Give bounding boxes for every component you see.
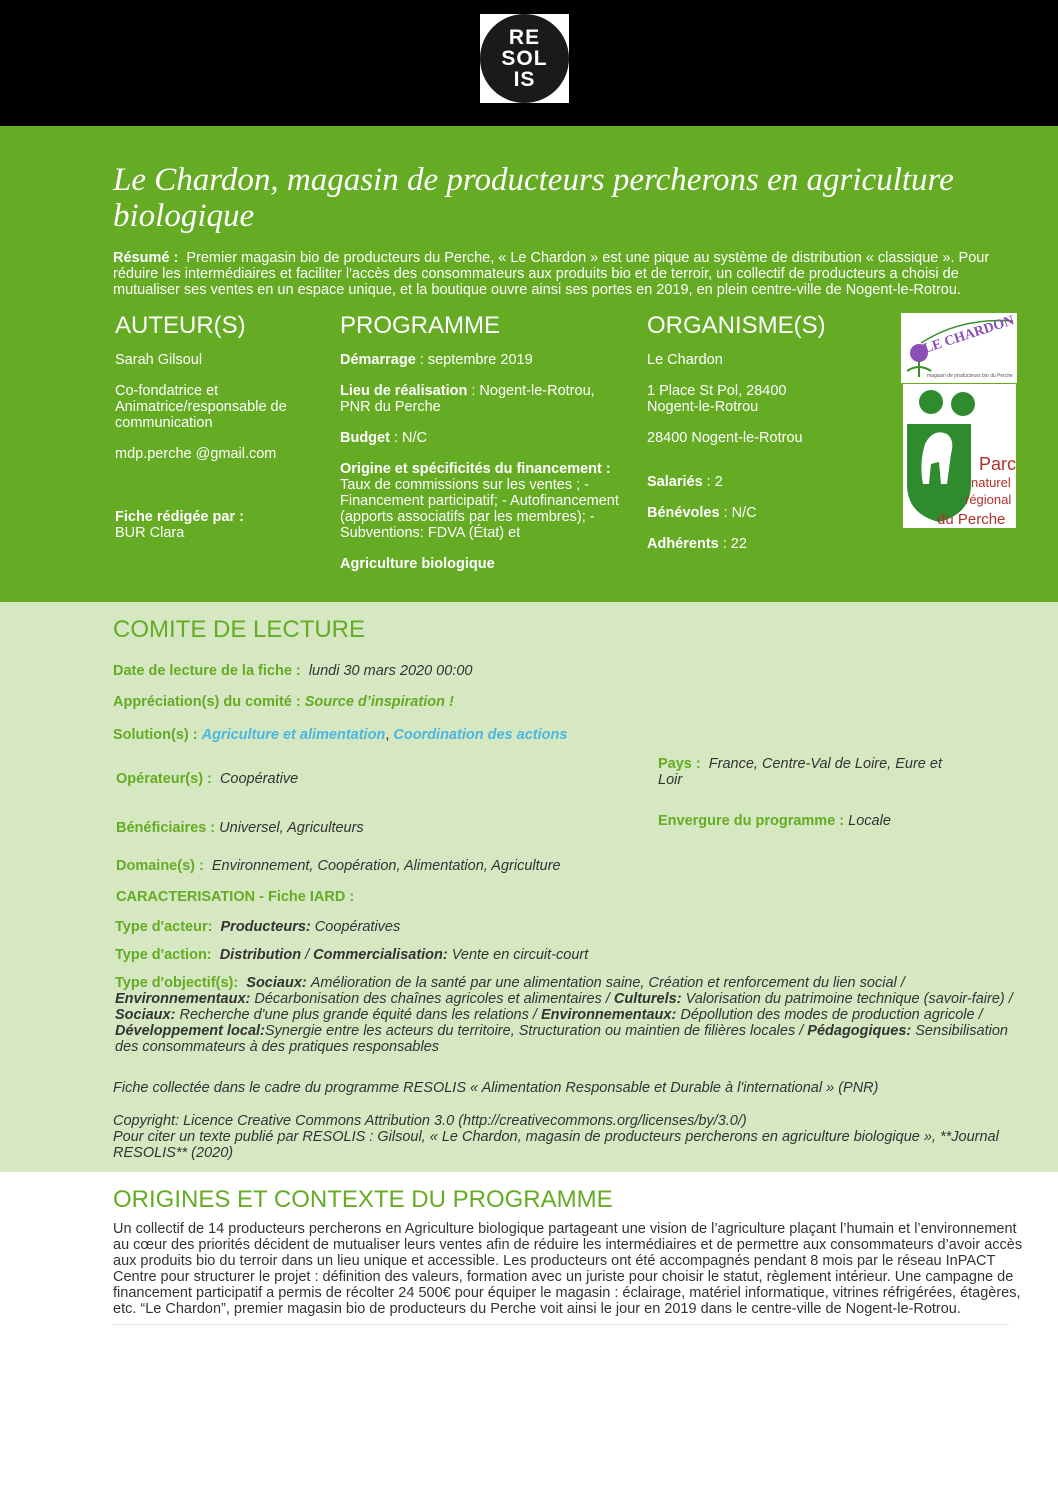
ta-bold: Producteurs: — [220, 919, 311, 935]
parc-horse-icon — [903, 384, 1016, 528]
citation-text: Pour citer un texte publié par RESOLIS : Gilsoul, « Le Chardon, magasin de producteurs percherons en agriculture biologique », **Journal RESOLIS** (2020) — [113, 1129, 999, 1161]
pays-label: Pays : — [658, 756, 701, 772]
chardon-logo — [901, 313, 1017, 383]
budget-label: Budget — [340, 430, 390, 446]
parc-perche-logo — [903, 384, 1016, 528]
adherents-label: Adhérents — [647, 536, 719, 552]
copyright — [113, 1113, 1033, 1161]
resolis-logo-mark — [480, 14, 569, 103]
to-value: Recherche d'une plus grande équité dans les relations / — [179, 1007, 537, 1023]
to-bold: Environnementaux: — [115, 991, 251, 1007]
collectee-text: Fiche collectée dans le cadre du programme RESOLIS « Alimentation Responsable et Durable à l'international » (PNR) — [113, 1080, 879, 1096]
copyright-text: Copyright: Licence Creative Commons Attribution 3.0 (http://creativecommons.org/licenses/by/3.0/) — [113, 1113, 747, 1129]
env-label: Envergure du programme : — [658, 813, 845, 829]
to-value: Valorisation du patrimoine technique (savoir-faire) / — [685, 991, 1013, 1007]
parc-text-3: régional — [965, 492, 1012, 507]
caracterisation — [116, 889, 354, 905]
appr-label: Appréciation(s) du comité : — [113, 694, 301, 710]
carac-label: CARACTERISATION - Fiche IARD : — [116, 889, 355, 905]
pays — [658, 756, 958, 788]
pays-value: France, Centre-Val de Loire, Eure et Loir — [658, 756, 942, 788]
op-label: Opérateur(s) : — [116, 771, 212, 787]
salaries-label: Salariés — [647, 474, 703, 490]
ta-value: Coopératives — [314, 919, 401, 935]
dom-value: Environnement, Coopération, Alimentation, Agriculture — [211, 858, 561, 874]
origines-text: Un collectif de 14 producteurs percherons en Agriculture biologique partageant une vision de l’agriculture plaçant l’humain et l’environnement au cœur des priorités décident de mutualiser leurs ventes afin de réduire les intermédiaires et de permettre aux consommateurs d’avoir accès aux produits bio du terroir dans un lieu unique et accessible. Les producteurs ont été accompagnés pendant 8 mois par le réseau InPACT Centre pour structurer le projet : définition des valeurs, formation avec un juriste pour choisir le statut, règlement intérieur. Une campagne de financement participatif a permis de récolter 24 500€ pour équiper le magasin : éclairage, matériel informatique, vitrines réfrigérées, étagères, etc. “Le Chardon”, premier magasin bio de producteurs du Perche voit ainsi le jour en 2019 dans le centre-ville de Nogent-le-Rotrou. — [113, 1221, 1023, 1317]
agri-label: Agriculture biologique — [340, 556, 495, 572]
thistle-icon — [901, 313, 1017, 383]
appreciation — [113, 694, 454, 710]
solution-link-coordination[interactable]: Coordination des actions — [393, 727, 568, 743]
org-city: 28400 Nogent-le-Rotrou — [647, 430, 803, 446]
resolis-logo[interactable] — [480, 14, 569, 103]
date-value: lundi 30 mars 2020 00:00 — [308, 663, 473, 679]
origine-value: Taux de commissions sur les ventes ; - Financement participatif; - Autofinancement (apports associatifs par les membres); - Subventions: FDVA (État) et — [340, 477, 619, 541]
to-value: Amélioration de la santé par une alimentation saine, Création et renforcement du lien social / — [310, 975, 905, 991]
chardon-logo-text: LE CHARDON — [921, 313, 1017, 357]
tac-value: Vente en circuit-court — [451, 947, 589, 963]
beneficiaires — [116, 820, 364, 836]
comite-heading: COMITE DE LECTURE — [113, 616, 366, 643]
tac-sep: / — [301, 947, 314, 963]
type-action — [115, 947, 588, 963]
comite-section — [0, 602, 1058, 1172]
redige-par — [115, 509, 315, 541]
divider — [113, 1324, 1009, 1325]
to-value: Sensibilisation des consommateurs à des pratiques responsables — [115, 1023, 1008, 1055]
programme-heading: PROGRAMME — [340, 312, 501, 339]
resume-label: Résumé : — [113, 250, 179, 266]
salaries-value: : 2 — [702, 474, 723, 490]
author-role: Co-fondatrice et Animatrice/responsable de communication — [115, 383, 287, 431]
org-address: 1 Place St Pol, 28400 Nogent-le-Rotrou — [647, 383, 787, 415]
redige-label: Fiche rédigée par : — [115, 509, 244, 525]
demarrage-value: : septembre 2019 — [415, 352, 533, 368]
redige-value: BUR Clara — [115, 525, 185, 541]
budget — [340, 430, 620, 446]
benef-value: Universel, Agriculteurs — [219, 820, 364, 836]
adherents — [647, 536, 877, 552]
demarrage — [340, 352, 620, 368]
origines-heading: ORIGINES ET CONTEXTE DU PROGRAMME — [113, 1186, 613, 1213]
benef-label: Bénéficiaires : — [116, 820, 216, 836]
fiche-collectee — [113, 1080, 1033, 1096]
organisme-column — [647, 352, 877, 567]
chardon-logo-sub: magasin de producteurs bio du Perche — [927, 373, 1013, 379]
origine-label: Origine et spécificités du financement : — [340, 461, 611, 477]
page-title: Le Chardon, magasin de producteurs percherons en agriculture biologique — [113, 162, 954, 234]
date-lecture — [113, 663, 472, 679]
logo-line: IS — [513, 68, 536, 91]
solutions — [113, 727, 567, 743]
env-value: Locale — [848, 813, 891, 829]
type-objectif — [115, 975, 1035, 1055]
sol-sep: , — [385, 727, 394, 743]
domaines — [116, 858, 561, 874]
benevoles — [647, 505, 877, 521]
to-bold: Sociaux: — [115, 1007, 176, 1023]
lieu-label: Lieu de réalisation — [340, 383, 468, 399]
to-bold: Développement local: — [115, 1023, 265, 1039]
org-name: Le Chardon — [647, 352, 723, 368]
to-bold: Pédagogiques: — [807, 1023, 912, 1039]
adherents-value: : 22 — [718, 536, 747, 552]
to-bold: Sociaux: — [246, 975, 307, 991]
to-bold: Culturels: — [613, 991, 682, 1007]
type-acteur — [115, 919, 400, 935]
op-value: Coopérative — [219, 771, 299, 787]
benevoles-value: : N/C — [719, 505, 757, 521]
lieu-value: : Nogent-le-Rotrou, PNR du Perche — [340, 383, 595, 415]
summary-section — [0, 126, 1058, 602]
envergure — [658, 813, 891, 829]
logo-line: RE — [508, 26, 541, 49]
to-bold: Environnementaux: — [540, 1007, 677, 1023]
parc-text-2: naturel — [971, 475, 1011, 490]
origine — [340, 461, 620, 541]
to-value: Synergie entre les acteurs du territoire, Structuration ou maintien de filières locales / — [264, 1023, 804, 1039]
resume — [113, 250, 1008, 298]
demarrage-label: Démarrage — [340, 352, 416, 368]
header-bar — [0, 0, 1058, 126]
agri-bio — [340, 556, 620, 572]
auteurs-heading: AUTEUR(S) — [115, 312, 246, 339]
to-value: Décarbonisation des chaînes agricoles et alimentaires / — [254, 991, 610, 1007]
tac-bold-2: Commercialisation: — [313, 947, 448, 963]
to-label: Type d'objectif(s): — [115, 975, 239, 991]
logo-line: SOL — [501, 47, 548, 70]
dom-label: Domaine(s) : — [116, 858, 204, 874]
author-email[interactable]: mdp.perche @gmail.com — [115, 446, 277, 462]
operateur — [116, 771, 298, 787]
lieu — [340, 383, 620, 415]
date-label: Date de lecture de la fiche : — [113, 663, 301, 679]
parc-text-1: Parc — [979, 454, 1016, 474]
ta-label: Type d'acteur: — [115, 919, 213, 935]
budget-value: : N/C — [389, 430, 427, 446]
tac-label: Type d'action: — [115, 947, 212, 963]
author-name: Sarah Gilsoul — [115, 352, 203, 368]
benevoles-label: Bénévoles — [647, 505, 720, 521]
to-value: Dépollution des modes de production agricole / — [680, 1007, 983, 1023]
resume-text: Premier magasin bio de producteurs du Perche, « Le Chardon » est une pique au système de distribution « classique ». Pour réduire les intermédiaires et faciliter l'accès des consommateurs aux produits bio et de terroir, un collectif de producteurs a choisi de mutualiser ses ventes en un espace unique, et la boutique ouvre ainsi ses portes en 2019, en plein centre-ville de Nogent-le-Rotrou. — [113, 250, 990, 298]
sol-label: Solution(s) : — [113, 727, 198, 743]
auteurs-column — [115, 352, 315, 556]
tac-bold-1: Distribution — [219, 947, 302, 963]
solution-link-agriculture[interactable]: Agriculture et alimentation — [201, 727, 386, 743]
parc-text-4: du Perche — [937, 511, 1006, 528]
appr-value: Source d’inspiration ! — [304, 694, 454, 710]
organisme-heading: ORGANISME(S) — [647, 312, 826, 339]
salaries — [647, 474, 877, 490]
programme-column — [340, 352, 620, 587]
